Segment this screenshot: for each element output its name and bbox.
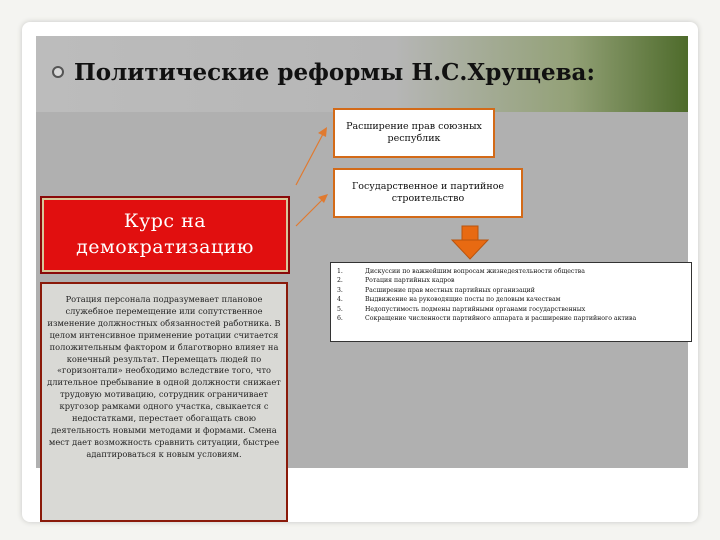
list-item-text: Ротация партийных кадров — [365, 277, 455, 285]
slide-title: Политические реформы Н.С.Хрущева: — [74, 58, 595, 86]
list-item-number: 4. — [337, 296, 343, 304]
down-arrow-icon — [452, 226, 488, 259]
arrow-line-to-box1 — [296, 134, 323, 185]
list-item — [337, 314, 687, 323]
list-item-number: 1. — [337, 268, 343, 275]
list-item-number: 3. — [337, 286, 343, 294]
list-item-text: Недопустимость подмены партийными органами государственных — [365, 305, 586, 313]
box-union-republics — [333, 108, 495, 158]
list-item — [337, 295, 687, 304]
arrow-line-to-box2 — [296, 199, 323, 226]
list-item-number: 2. — [337, 277, 343, 285]
list-item — [337, 286, 687, 295]
list-item-text: Дискуссии по важнейшим вопросам жизнедеятельности общества — [365, 268, 585, 275]
box-state-party-building-label: Государственное и партийное строительство — [351, 180, 505, 204]
list-item — [337, 267, 687, 276]
list-item-number: 6. — [337, 315, 343, 323]
list-item — [337, 276, 687, 285]
box-state-party-building — [333, 168, 523, 218]
box-union-republics-label: Расширение прав союзных республик — [346, 120, 482, 144]
measures-list — [330, 262, 692, 342]
list-item — [337, 305, 687, 314]
list-item-text: Расширение прав местных партийных организаций — [365, 286, 535, 294]
list-item-text: Выдвижение на руководящие посты по деловым качествам — [365, 296, 561, 304]
list-item-number: 5. — [337, 305, 343, 313]
rotation-text: Ротация персонала подразумевает плановое служебное перемещение или сопутственное изменение должностных обязанностей работника. В целом интенсивное применение ротации считается положительным фактором и благотворно влияет на конечный результат. Перемещать людей по «горизонтали» необходимо вследствие того, что длительное пребывание в одной должности снижает трудовую мотивацию, сотрудник ограничивает кругозор рамками одного участка, свыкается с недостатками, перестает обогащать свою деятельность новыми методами и формами. Смена мест дает возможность сравнить ситуации, быстрее адаптироваться к новым условиям. — [47, 294, 281, 459]
list-item-text: Сокращение численности партийного аппарата и расширение партийного актива — [365, 315, 637, 323]
course-label: Курс на демократизацию — [76, 210, 254, 258]
arrow-head-box2 — [318, 194, 328, 203]
